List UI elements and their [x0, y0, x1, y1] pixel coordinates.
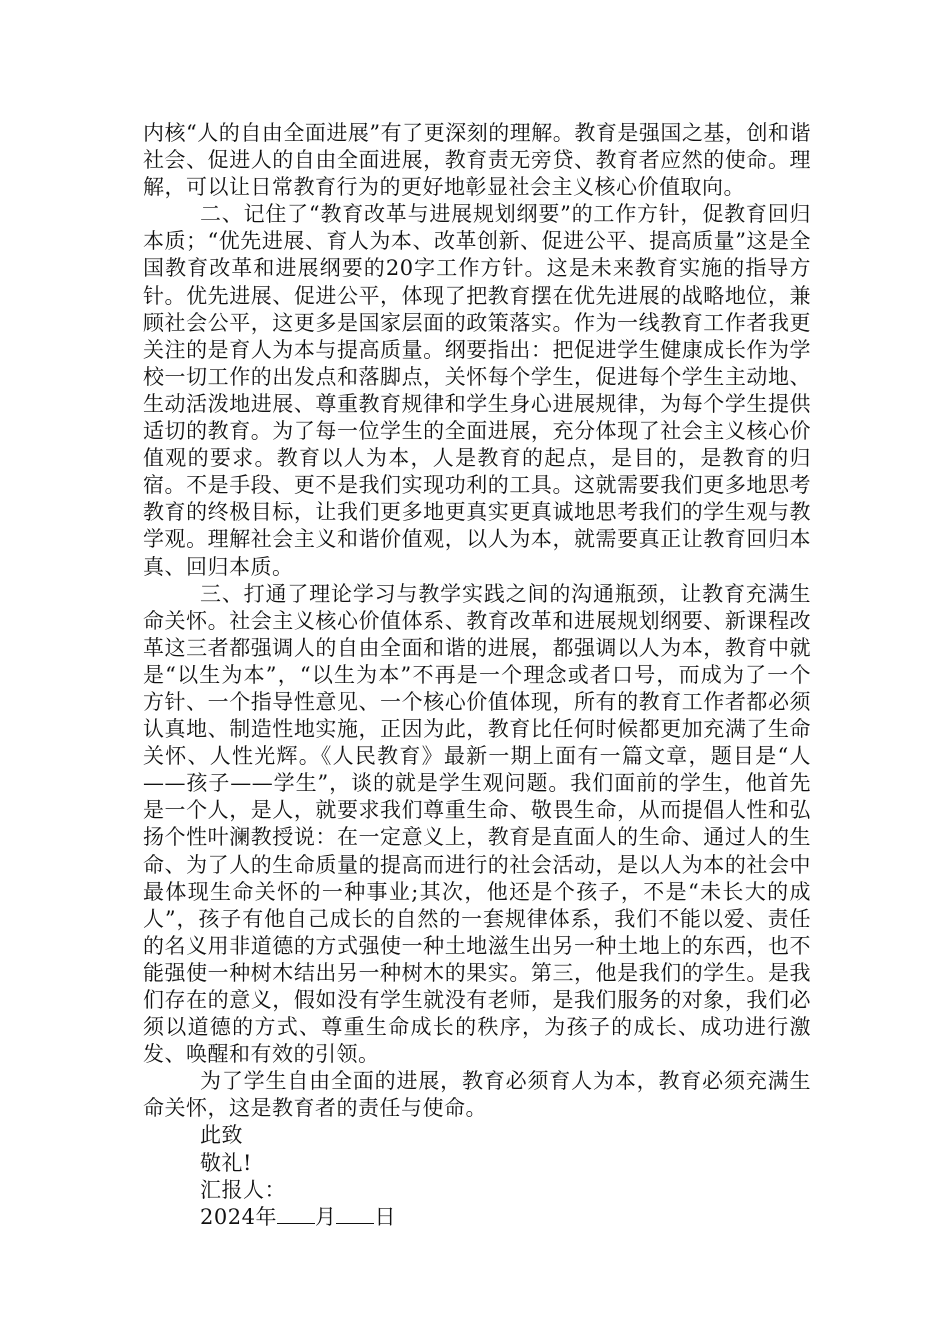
reporter-label: 汇报人：	[200, 1177, 286, 1202]
report-date	[143, 1204, 811, 1231]
paragraph-section-three: 三、打通了理论学习与教学实践之间的沟通瓶颈，让教育充满生命关怀。社会主义核心价值体系、教育改革和进展规划纲要、新课程改革这三者都强调人的自由全面和谐的进展，都强调以人为本，教育中就是“以生为本”，“以生为本”不再是一个理念或者口号，而成为了一个方针、一个指导性意见、一个核心价值体现，所有的教育工作者都必须认真地、制造性地实施，正因为此，教育比任何时候都更加充满了生命关怀、人性光辉。《人民教育》最新一期上面有一篇文章，题目是“人——孩子——学生”，谈的就是学生观问题。我们面前的学生，他首先是一个人，是人，就要求我们尊重生命、敬畏生命，从而提倡人性和弘扬个性叶澜教授说：在一定意义上，教育是直面人的生命、通过人的生命、为了人的生命质量的提高而进行的社会活动，是以人为本的社会中最体现生命关怀的一种事业;其次，他还是个孩子，不是“未长大的成人”，孩子有他自己成长的自然的一套规律体系，我们不能以爱、责任的名义用非道德的方式强使一种土地滋生出另一种土地上的东西，也不能强使一种树木结出另一种树木的果实。第三，他是我们的学生。是我们存在的意义，假如没有学生就没有老师，是我们服务的对象，我们必须以道德的方式、尊重生命成长的秩序，为孩子的成长、成功进行激发、唤醒和有效的引领。	[143, 581, 811, 1067]
paragraph-intro: 内核“人的自由全面进展”有了更深刻的理解。教育是强国之基，创和谐社会、促进人的自由全面进展，教育责无旁贷、教育者应然的使命。理解，可以让日常教育行为的更好地彰显社会主义核心价值取向。	[143, 121, 811, 200]
document-page	[143, 120, 811, 1231]
closing-block	[143, 1122, 811, 1230]
date-month: 月	[314, 1204, 337, 1229]
closing-salutation: 此致	[200, 1123, 243, 1148]
closing-regards: 敬礼!	[200, 1150, 252, 1175]
date-day: 日	[374, 1204, 396, 1229]
date-year: 2024年	[200, 1204, 277, 1229]
day-blank	[336, 1205, 374, 1224]
paragraph-section-two: 二、记住了“教育改革与进展规划纲要”的工作方针，促教育回归本质；“优先进展、育人为本、改革创新、促进公平、提高质量”这是全国教育改革和进展纲要的20字工作方针。这是未来教育实施的指导方针。优先进展、促进公平，体现了把教育摆在优先进展的战略地位，兼顾社会公平，这更多是国家层面的政策落实。作为一线教育工作者我更关注的是育人为本与提高质量。纲要指出：把促进学生健康成长作为学校一切工作的出发点和落脚点，关怀每个学生，促进每个学生主动地、生动活泼地进展、尊重教育规律和学生身心进展规律，为每个学生提供适切的教育。为了每一位学生的全面进展，充分体现了社会主义核心价值观的要求。教育以人为本，人是教育的起点，是目的，是教育的归宿。不是手段、更不是我们实现功利的工具。这就需要我们更多地思考教育的终极目标，让我们更多地更真实更真诚地思考我们的学生观与教学观。理解社会主义和谐价值观，以人为本，就需要真正让教育回归本真、回归本质。	[143, 202, 811, 579]
month-blank	[277, 1205, 315, 1224]
paragraph-conclusion: 为了学生自由全面的进展，教育必须育人为本，教育必须充满生命关怀，这是教育者的责任与使命。	[143, 1069, 811, 1121]
